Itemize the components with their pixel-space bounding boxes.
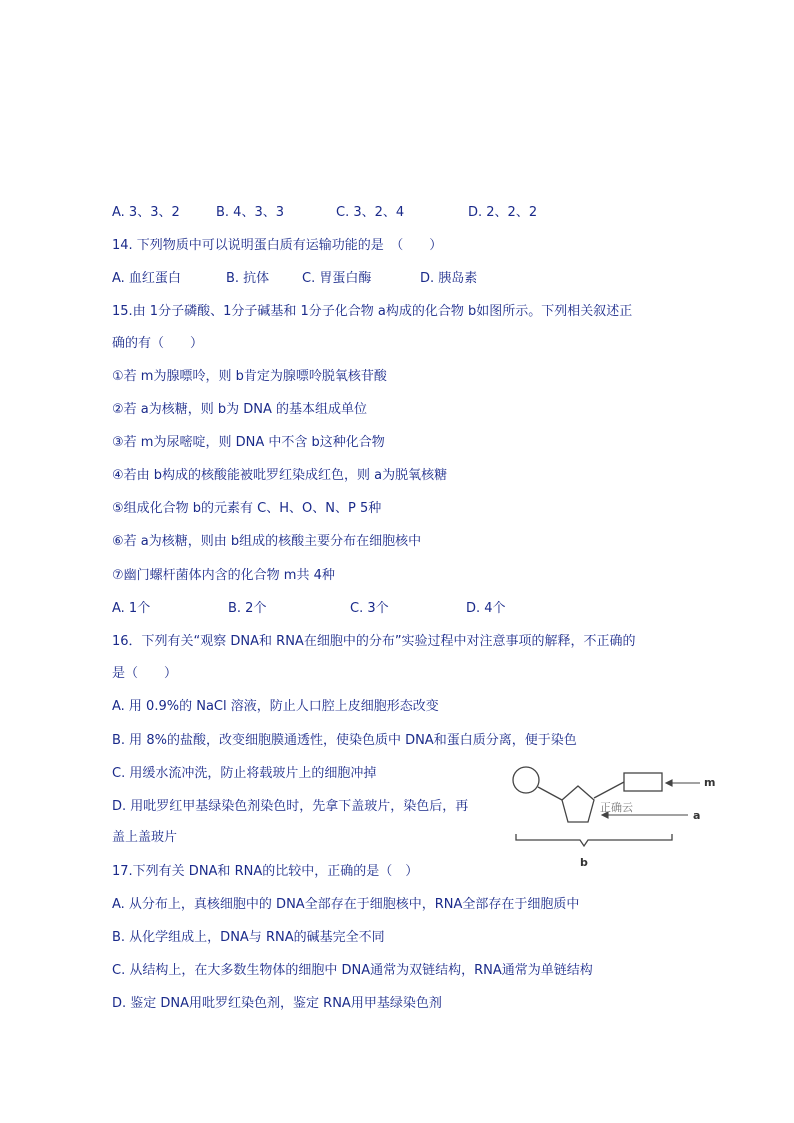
figure-label-b: b: [580, 856, 588, 869]
q15-statement-5: ⑤组成化合物 b的元素有 C、H、O、N、P 5种: [112, 501, 382, 516]
q14-option-c: C. 胃蛋白酶: [302, 271, 372, 286]
q15-stem-line1: 15.由 1分子磷酸、1分子碱基和 1分子化合物 a构成的化合物 b如图所示。下列相关叙述正: [112, 304, 633, 319]
phosphate-bond: [538, 787, 562, 800]
figure-watermark: 正确云: [600, 801, 633, 814]
q17-option-c: C. 从结构上，在大多数生物体的细胞中 DNA通常为双链结构，RNA通常为单链结构: [112, 963, 593, 978]
arrow-m-head: [666, 780, 672, 786]
q15-options: [112, 599, 672, 619]
q17-option-b: B. 从化学组成上，DNA与 RNA的碱基完全不同: [112, 930, 385, 945]
q15-option-b: B. 2个: [228, 601, 267, 616]
q15-statement-3: ③若 m为尿嘧啶，则 DNA 中不含 b这种化合物: [112, 435, 385, 450]
nucleotide-diagram: [508, 762, 718, 874]
q15-stem-line2: 确的有（ ）: [112, 336, 204, 351]
q15-option-a: A. 1个: [112, 601, 151, 616]
base-rectangle: [624, 773, 662, 791]
figure-label-m: m: [704, 776, 716, 789]
q14-option-b: B. 抗体: [226, 271, 270, 286]
q14-option-a: A. 血红蛋白: [112, 271, 181, 286]
q13-option-a: A. 3、3、2: [112, 205, 180, 220]
q13-option-b: B. 4、3、3: [216, 205, 284, 220]
q17-stem: 17.下列有关 DNA和 RNA的比较中，正确的是（ ）: [112, 864, 419, 879]
q16-stem-line2: 是（ ）: [112, 666, 178, 681]
q17-option-a: A. 从分布上，真核细胞中的 DNA全部存在于细胞核中，RNA全部存在于细胞质中: [112, 897, 580, 912]
q15-statement-1: ①若 m为腺嘌呤，则 b肯定为腺嘌呤脱氧核苷酸: [112, 369, 387, 384]
q15-statement-7: ⑦幽门螺杆菌体内含的化合物 m共 4种: [112, 568, 335, 583]
q16-stem-line1: 16．下列有关“观察 DNA和 RNA在细胞中的分布”实验过程中对注意事项的解释，不正确的: [112, 634, 636, 649]
q15-option-d: D. 4个: [466, 601, 506, 616]
q15-option-c: C. 3个: [350, 601, 389, 616]
q16-option-b: B. 用 8%的盐酸，改变细胞膜通透性，使染色质中 DNA和蛋白质分离，便于染色: [112, 733, 577, 748]
phosphate-circle: [513, 767, 539, 793]
q14-options: [112, 269, 672, 289]
q15-statement-4: ④若由 b构成的核酸能被吡罗红染成红色，则 a为脱氧核糖: [112, 468, 448, 483]
base-bond: [594, 782, 624, 798]
q13-option-c: C. 3、2、4: [336, 205, 405, 220]
figure-label-a: a: [693, 809, 701, 822]
q17-option-d: D. 鉴定 DNA用吡罗红染色剂，鉴定 RNA用甲基绿染色剂: [112, 996, 442, 1011]
q16-option-c: C. 用缓水流冲洗，防止将载玻片上的细胞冲掉: [112, 766, 377, 781]
pentose-ring: [562, 786, 594, 822]
brace-b: [516, 834, 672, 846]
q16-option-a: A. 用 0.9%的 NaCl 溶液，防止人口腔上皮细胞形态改变: [112, 699, 439, 714]
q15-statement-6: ⑥若 a为核糖，则由 b组成的核酸主要分布在细胞核中: [112, 534, 422, 549]
q16-option-d: D. 用吡罗红甲基绿染色剂染色时，先拿下盖玻片，染色后，再: [112, 799, 469, 814]
q13-options: [112, 203, 672, 223]
q13-option-d: D. 2、2、2: [468, 205, 538, 220]
q15-statement-2: ②若 a为核糖，则 b为 DNA 的基本组成单位: [112, 402, 368, 417]
q14-option-d: D. 胰岛素: [420, 271, 478, 286]
q14-stem: 14. 下列物质中可以说明蛋白质有运输功能的是 （ ）: [112, 238, 443, 253]
q16-option-d-cont: 盖上盖玻片: [112, 830, 178, 845]
